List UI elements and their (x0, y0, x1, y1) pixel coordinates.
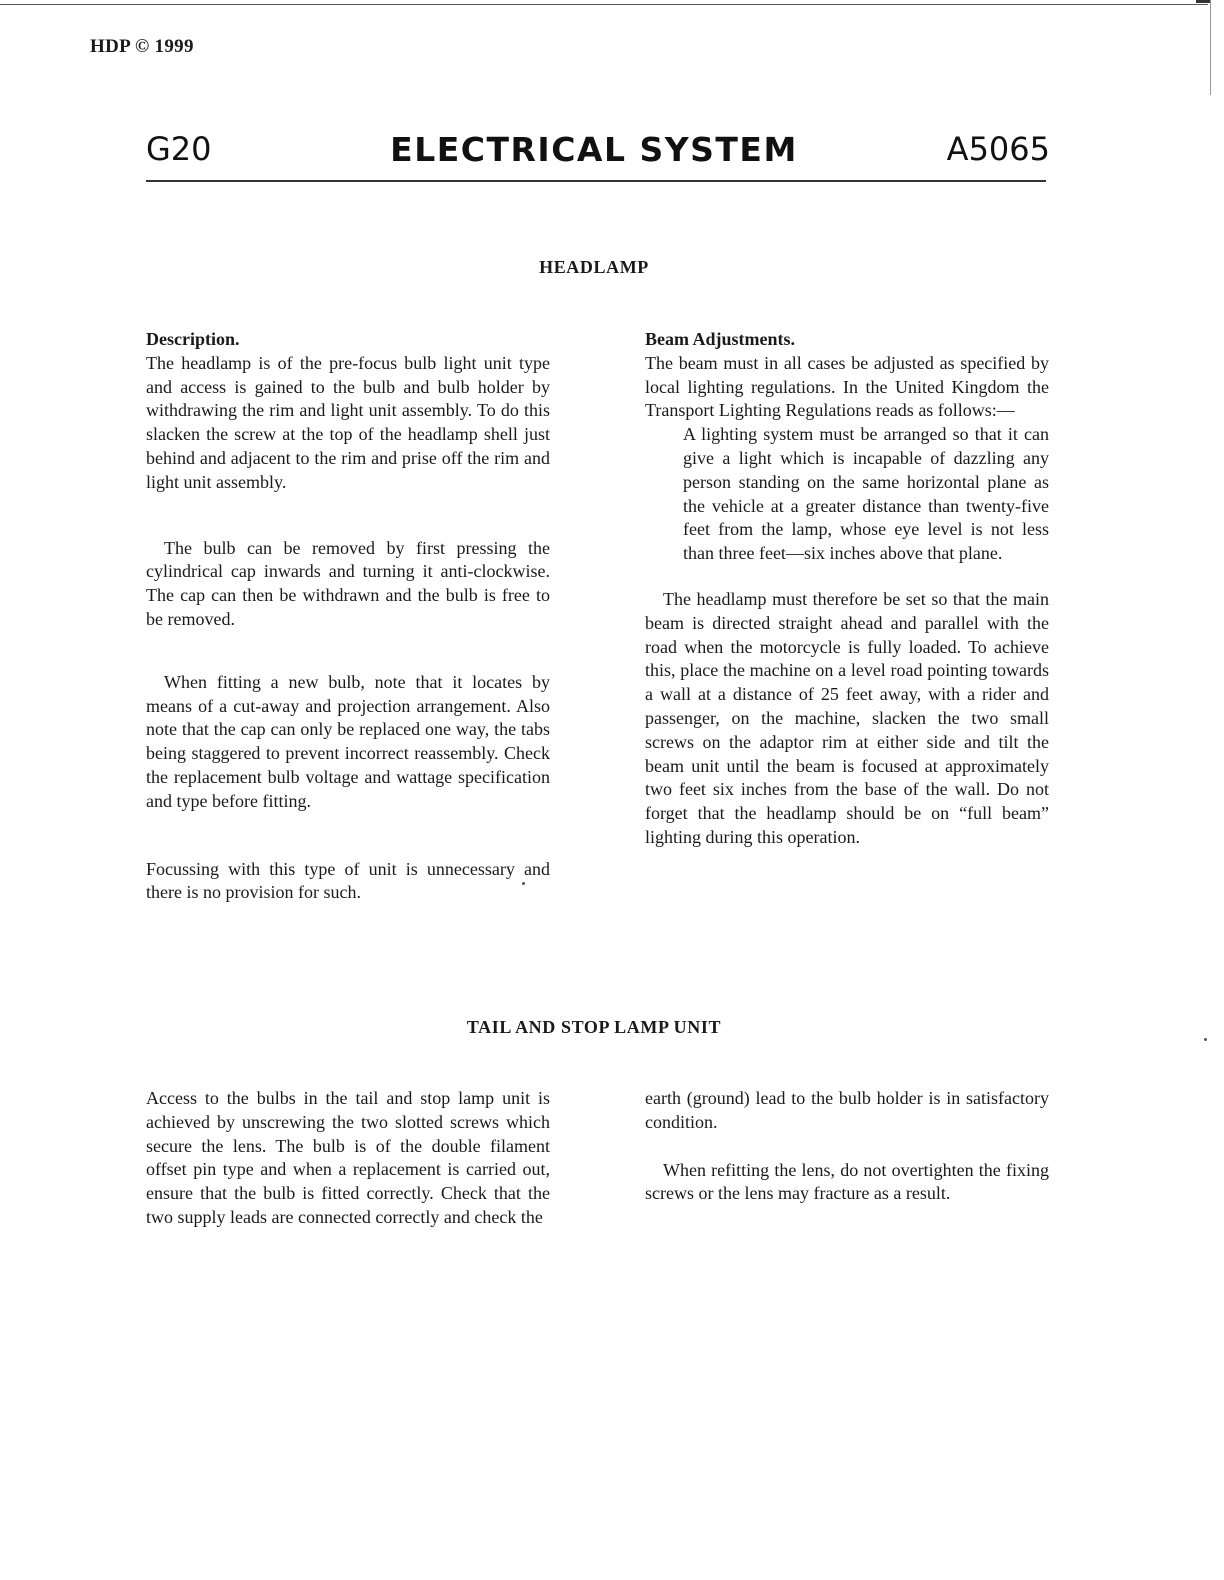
section-title-headlamp: HEADLAMP (539, 257, 649, 277)
regulation-quote: A lighting system must be arranged so that it can give a light which is incapable of dazzling any person standing on the same horizontal plane as the vehicle at a greater distance than twenty-five feet from the lamp, whose eye level is not less than three feet—six inches above that plane. (683, 424, 1049, 564)
scan-speck (522, 882, 525, 885)
scan-top-edge (0, 4, 1208, 5)
model-number: A5065 (946, 130, 1050, 168)
description-heading: Description. (146, 329, 240, 349)
headlamp-left-column (146, 328, 550, 905)
page-reference: G20 (146, 130, 212, 168)
copyright-stamp: HDP © 1999 (90, 36, 194, 57)
scan-speck (1204, 1038, 1207, 1041)
description-paragraph: The headlamp is of the pre-focus bulb light unit type and access is gained to the bulb and bulb holder by withdrawing the rim and light unit assembly. To do this slacken the screw at the top of the headlamp shell just behind and adjacent to the rim and prise off the rim and light unit assembly. (146, 352, 550, 492)
bulb-removal-paragraph: The bulb can be removed by first pressing the cylindrical cap inwards and turning it anti-clockwise. The cap can then be withdrawn and the bulb is free to be removed. (146, 537, 550, 629)
scan-corner-mark (1196, 0, 1210, 3)
focussing-paragraph: Focussing with this type of unit is unnecessary and there is no provision for such. (146, 858, 550, 903)
tail-lamp-access-paragraph: Access to the bulbs in the tail and stop lamp unit is achieved by unscrewing the two slotted screws which secure the lens. The bulb is of the double filament offset pin type and when a replacement is carried out, ensure that the bulb is fitted correctly. Check that the two supply leads are connected correctly and check the (146, 1088, 550, 1227)
beam-adjustments-heading: Beam Adjustments. (645, 329, 796, 349)
header-divider (146, 180, 1046, 182)
beam-procedure-paragraph: The headlamp must therefore be set so that the main beam is directed straight ahead and parallel with the road when the motorcycle is fully loaded. To achieve this, place the machine on a level road pointing towards a wall at a distance of 25 feet away, with a rider and passenger, on the machine, slacken the two small screws on the adaptor rim at either side and tilt the beam unit until the beam is focused at approximately two feet six inches from the base of the wall. Do not forget that the headlamp should be on “full beam” lighting during this operation. (645, 588, 1049, 847)
section-title-tail-lamp: TAIL AND STOP LAMP UNIT (466, 1017, 722, 1037)
earth-lead-paragraph: earth (ground) lead to the bulb holder is in satisfactory condition. (645, 1088, 1049, 1132)
tail-lamp-right-column (645, 1087, 1049, 1206)
new-bulb-paragraph: When fitting a new bulb, note that it locates by means of a cut-away and projection arrangement. Also note that the cap can only be replaced one way, the tabs being staggered to prevent incorrect reassembly. Check the replacement bulb voltage and wattage specification and type before fitting. (146, 671, 550, 811)
refitting-paragraph: When refitting the lens, do not overtighten the fixing screws or the lens may fracture as a result. (645, 1159, 1049, 1204)
page-title: ELECTRICAL SYSTEM (390, 130, 798, 169)
scan-right-edge (1210, 0, 1211, 95)
headlamp-right-column (645, 328, 1049, 850)
tail-lamp-left-column (146, 1087, 550, 1230)
beam-intro-paragraph: The beam must in all cases be adjusted as specified by local lighting regulations. In the United Kingdom the Transport Lighting Regulations reads as follows:— (645, 352, 1049, 421)
